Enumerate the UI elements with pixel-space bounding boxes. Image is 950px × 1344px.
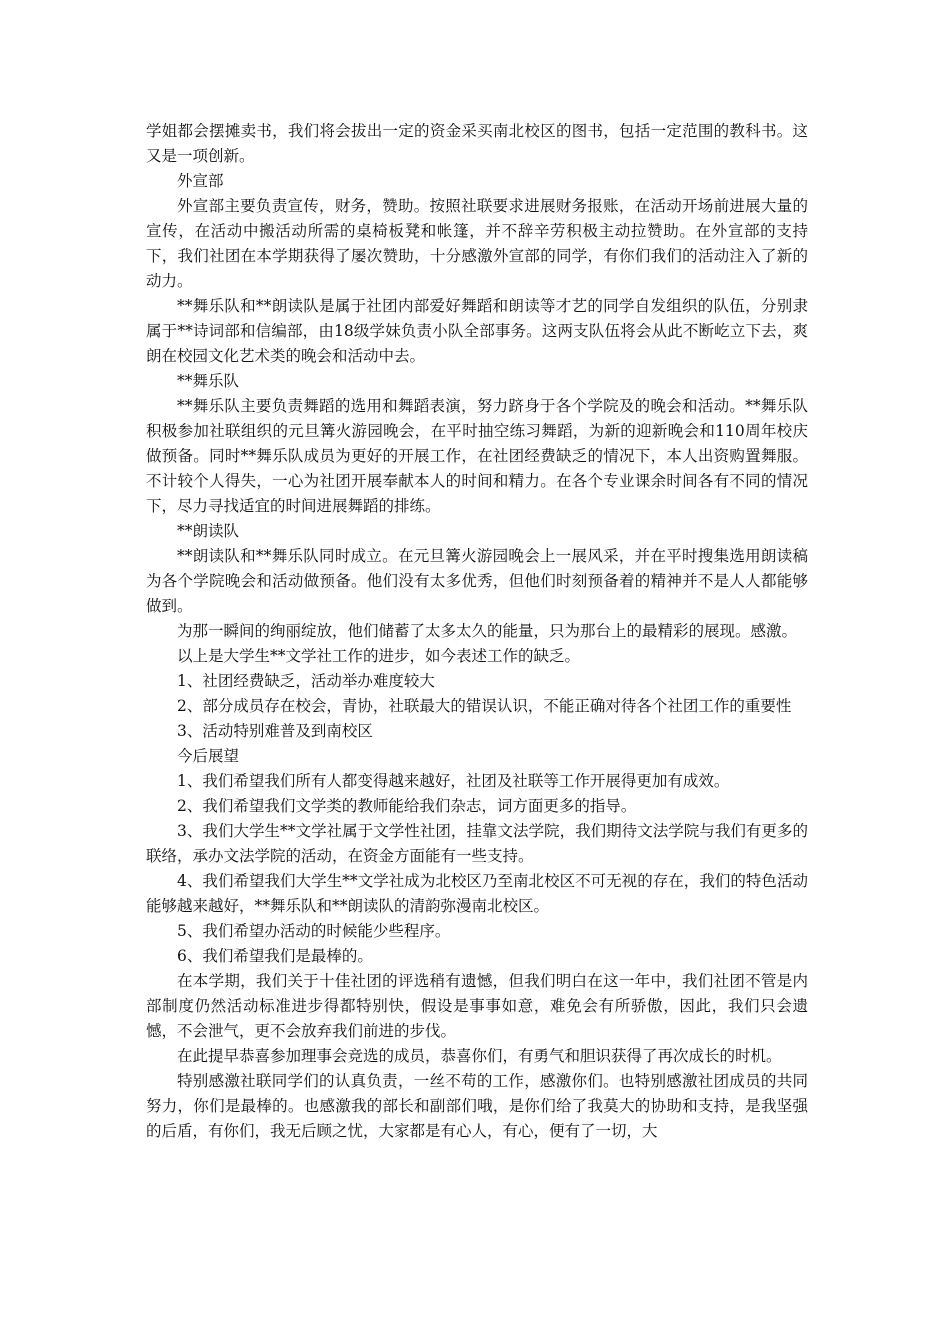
paragraph: 以上是大学生**文学社工作的进步，如今表述工作的缺乏。 <box>177 647 581 665</box>
list-item: 3、活动特别难普及到南校区 <box>177 722 373 740</box>
paragraph: **舞乐队主要负责舞蹈的选用和舞蹈表演，努力跻身于各个学院及的晚会和活动。**舞乐队积极参加社联组织的元旦篝火游园晚会，在平时抽空练习舞蹈，为新的迎新晚会和110周年校庆做预备。同时**舞乐队成员为更好的开展工作，在社团经费缺乏的情况下，本人出资购置舞服。不计较个人得失，一心为社团开展奉献本人的时间和精力。在各个专业课余时间各有不同的情况下，尽力寻找适宜的时间进展舞蹈的排练。 <box>146 397 808 515</box>
list-item: 1、社团经费缺乏，活动举办难度较大 <box>177 672 435 690</box>
list-item: 4、我们希望我们大学生**文学社成为北校区乃至南北校区不可无视的存在，我们的特色活动能够越来越好，**舞乐队和**朗读队的清韵弥漫南北校区。 <box>146 872 808 915</box>
paragraph: 在本学期，我们关于十佳社团的评选稍有遗憾，但我们明白在这一年中，我们社团不管是内部制度仍然活动标准进步得都特别快，假设是事事如意，难免会有所骄傲，因此，我们只会遗憾，不会泄气，更不会放弃我们前进的步伐。 <box>146 972 808 1040</box>
list-item: 1、我们希望我们所有人都变得越来越好，社团及社联等工作开展得更加有成效。 <box>177 772 730 790</box>
section-heading-reading-team: **朗读队 <box>177 522 240 540</box>
paragraph: **朗读队和**舞乐队同时成立。在元旦篝火游园晚会上一展风采，并在平时搜集选用朗读稿为各个学院晚会和活动做预备。他们没有太多优秀，但他们时刻预备着的精神并不是人人都能够做到。 <box>146 547 808 615</box>
list-item: 2、部分成员存在校会，青协，社联最大的错误认识，不能正确对待各个社团工作的重要性 <box>177 697 792 715</box>
paragraph: 外宣部主要负责宣传，财务，赞助。按照社联要求进展财务报账，在活动开场前进展大量的宣传，在活动中搬活动所需的桌椅板凳和帐篷，并不辞辛劳积极主动拉赞助。在外宣部的支持下，我们社团在本学期获得了屡次赞助，十分感激外宣部的同学，有你们我们的活动注入了新的动力。 <box>146 197 808 290</box>
list-item: 5、我们希望办活动的时候能少些程序。 <box>177 922 451 940</box>
list-item: 3、我们大学生**文学社属于文学性社团，挂靠文法学院，我们期待文法学院与我们有更多的联络，承办文法学院的活动，在资金方面能有一些支持。 <box>146 822 808 865</box>
section-heading-dance-team: **舞乐队 <box>177 372 240 390</box>
paragraph-continuation: 学姐都会摆摊卖书，我们将会拔出一定的资金采买南北校区的图书，包括一定范围的教科书。这又是一项创新。 <box>146 122 808 165</box>
paragraph: 为那一瞬间的绚丽绽放，他们储蓄了太多太久的能量，只为那台上的最精彩的展现。感激。 <box>177 622 798 640</box>
paragraph: **舞乐队和**朗读队是属于社团内部爱好舞蹈和朗读等才艺的同学自发组织的队伍，分别隶属于**诗词部和信编部，由18级学妹负责小队全部事务。这两支队伍将会从此不断屹立下去，爽朗在校园文化艺术类的晚会和活动中去。 <box>146 297 808 365</box>
list-item: 2、我们希望我们文学类的教师能给我们杂志，词方面更多的指导。 <box>177 797 637 815</box>
list-item: 6、我们希望我们是最棒的。 <box>177 947 373 965</box>
section-heading-outlook: 今后展望 <box>177 747 240 765</box>
paragraph: 在此提早恭喜参加理事会竞选的成员，恭喜你们，有勇气和胆识获得了再次成长的时机。 <box>177 1047 782 1065</box>
paragraph: 特别感激社联同学们的认真负责，一丝不苟的工作，感激你们。也特别感激社团成员的共同努力，你们是最棒的。也感激我的部长和副部们哦，是你们给了我莫大的协助和支持，是我坚强的后盾，有你们，我无后顾之忧，大家都是有心人，有心，便有了一切，大 <box>146 1072 808 1140</box>
section-heading-external-publicity: 外宣部 <box>177 172 224 190</box>
document-body <box>146 119 808 1144</box>
